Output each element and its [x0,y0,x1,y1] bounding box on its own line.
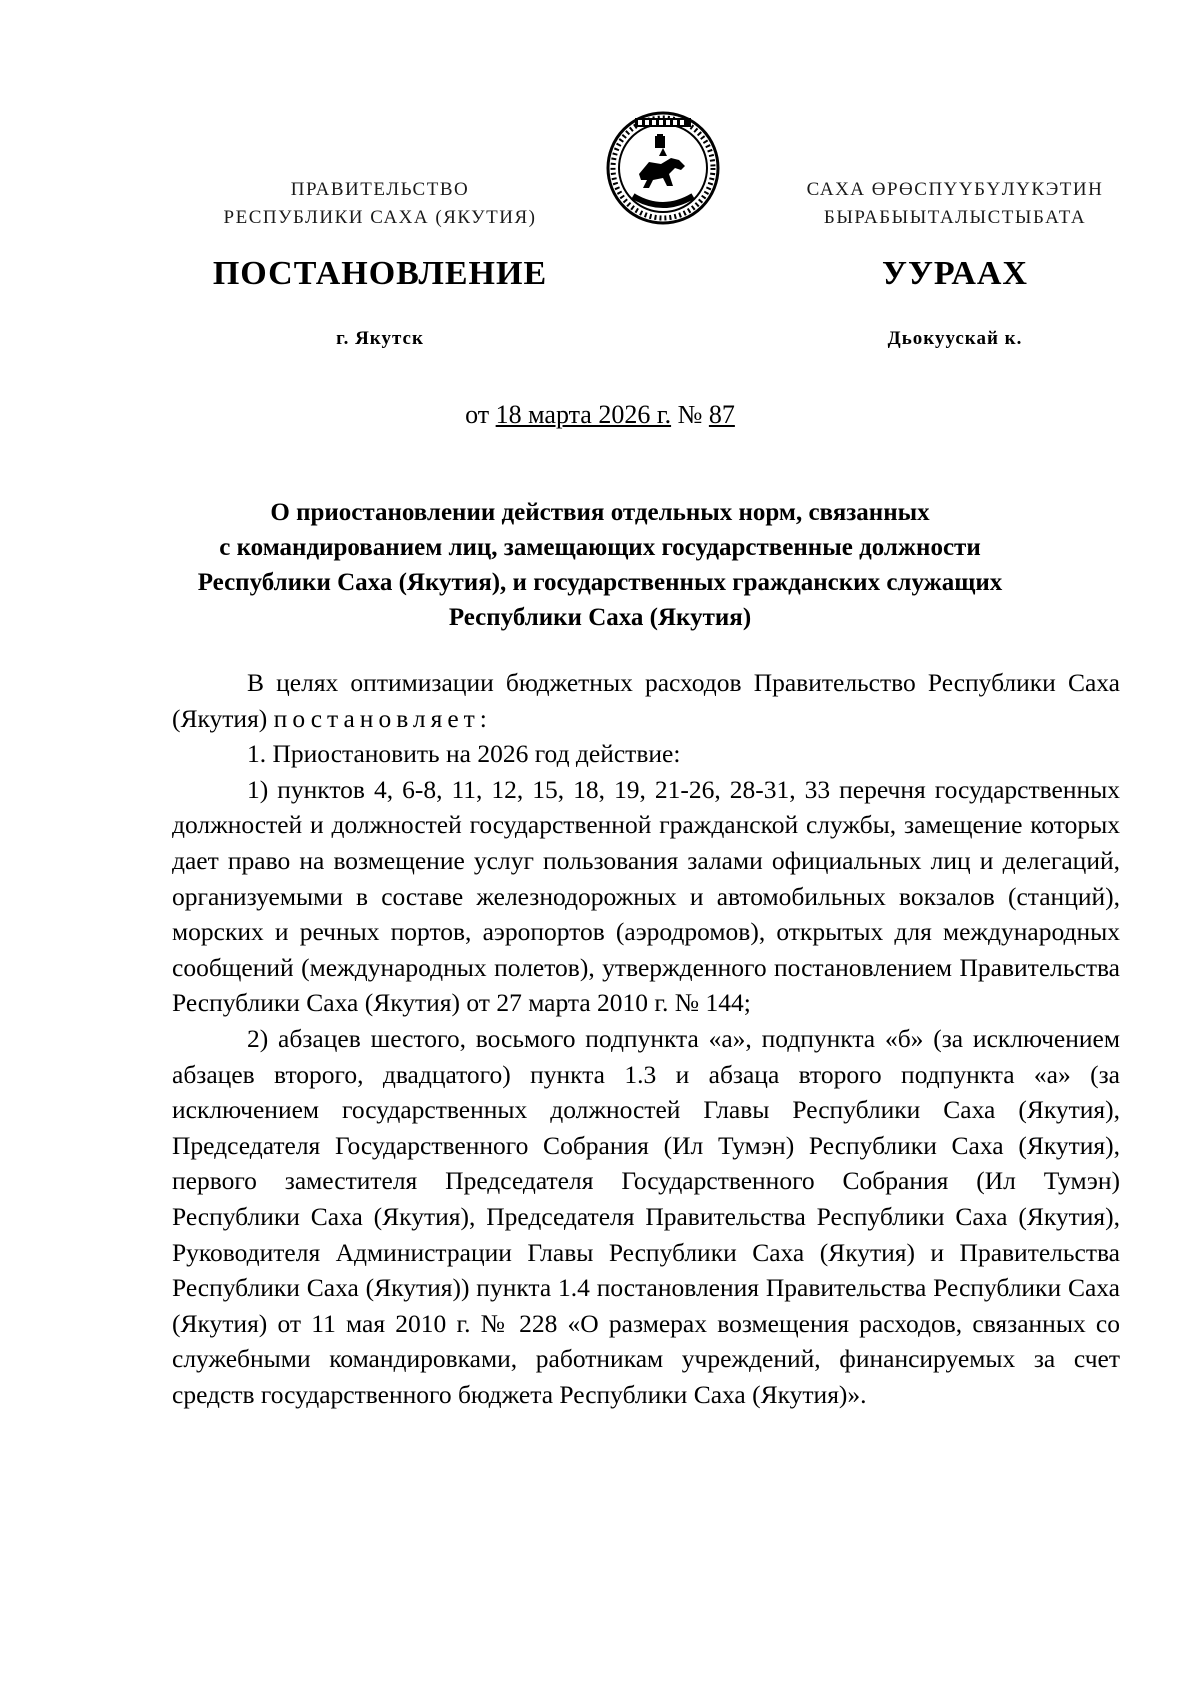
org-line: БЫРАБЫЫТАЛЫСТЫБАТА [823,207,1087,228]
body-paragraph-preamble [172,665,1120,736]
title-line: Республики Саха (Якутия), и государственных гражданских служащих [197,569,1003,596]
number-sign: № [677,400,703,429]
organization-name-russian [170,176,590,232]
org-line: ПРАВИТЕЛЬСТВО [290,179,470,200]
body-paragraph-subitem-2: 2) абзацев шестого, восьмого подпункта «а», подпункта «б» (за исключением абзацев второго, двадцатого) пункта 1.3 и абзаца второго подпункта «а» (за исключением государственных должностей Главы Республики Саха (Якутия), Председателя Государственного Собрания (Ил Тумэн) Республики Саха (Якутия), первого заместителя Председателя Государственного Собрания (Ил Тумэн) Республики Саха (Якутия), Председателя Правительства Республики Саха (Якутия), Руководителя Администрации Главы Республики Саха (Якутия) и Правительства Республики Саха (Якутия)) пункта 1.4 постановления Правительства Республики Саха (Якутия) от 11 мая 2010 г. № 228 «О размерах возмещения расходов, связанных со служебными командировками, работникам учреждений, финансируемых за счет средств государственного бюджета Республики Саха (Якутия)». [172,1023,1120,1409]
org-line: РЕСПУБЛИКИ САХА (ЯКУТИЯ) [223,207,537,228]
preamble-decree-word: постановляет: [273,703,492,733]
document-title [150,495,1050,635]
body-paragraph-subitem-1: 1) пунктов 4, 6-8, 11, 12, 15, 18, 19, 21-26, 28-31, 33 перечня государственных должностей и должностей государственной гражданской службы, замещение которых дает право на возмещение услуг пользования залами официальных лиц и делегаций, организуемыми в составе железнодорожных и автомобильных вокзалов (станций), морских и речных портов, аэропортов (аэродромов), открытых для международных сообщений (международных полетов), утвержденного постановлением Правительства Республики Саха (Якутия) от 27 марта 2010 г. № 144; [172,774,1120,1018]
preamble-text: В целях оптимизации бюджетных расходов Правительство Республики Саха (Якутия) [172,668,1120,733]
organization-name-yakut [745,176,1165,232]
city-russian: г. Якутск [336,328,424,349]
city-yakut: Дьокуускай к. [887,328,1023,349]
date-prefix: от [465,400,490,429]
document-body [172,665,1120,1412]
document-type-yakut: УУРААХ [882,255,1028,292]
document-date: 18 марта 2026 г. [495,400,672,429]
document-type-russian: ПОСТАНОВЛЕНИЕ [212,255,548,292]
document-number: 87 [708,400,735,429]
title-line: с командированием лиц, замещающих государственные должности [219,534,981,561]
body-paragraph-item-1: 1. Приостановить на 2026 год действие: [247,739,681,769]
title-line: О приостановлении действия отдельных норм, связанных [270,499,930,526]
org-line: САХА ӨРӨСПҮҮБҮЛҮКЭТИН [806,179,1104,200]
title-line: Республики Саха (Якутия) [448,604,752,631]
document-date-line [0,400,1200,430]
coat-of-arms-emblem [605,110,721,226]
